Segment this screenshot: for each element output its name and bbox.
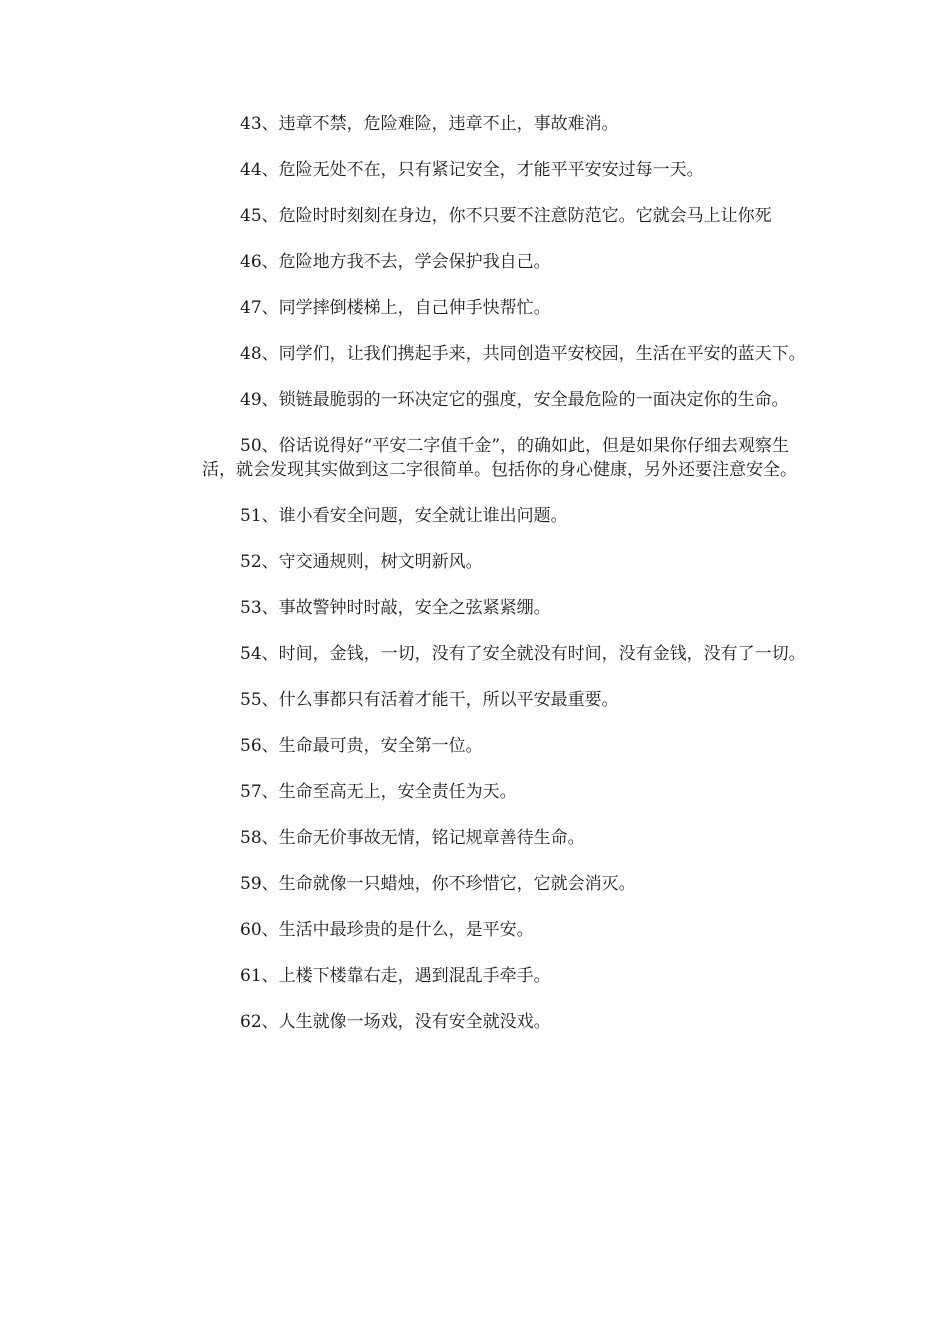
paragraph-45: 45、危险时时刻刻在身边，你不只要不注意防范它。它就会马上让你死 [240, 206, 772, 226]
paragraph-50: 50、俗话说得好“平安二字值千金”，的确如此，但是如果你仔细去观察生活，就会发现其实做到这二字很简单。包括你的身心健康，另外还要注意安全。 [202, 436, 797, 480]
paragraph-49: 49、锁链最脆弱的一环决定它的强度，安全最危险的一面决定你的生命。 [240, 390, 789, 410]
paragraph-48: 48、同学们，让我们携起手来，共同创造平安校园，生活在平安的蓝天下。 [240, 344, 806, 364]
paragraph-44: 44、危险无处不在，只有紧记安全，才能平平安安过每一天。 [240, 160, 704, 180]
paragraph-59: 59、生命就像一只蜡烛，你不珍惜它，它就会消灭。 [240, 874, 636, 894]
paragraph-46: 46、危险地方我不去，学会保护我自己。 [240, 252, 551, 272]
paragraph-54: 54、时间，金钱，一切，没有了安全就没有时间，没有金钱，没有了一切。 [240, 644, 806, 664]
paragraph-62: 62、人生就像一场戏，没有安全就没戏。 [240, 1012, 551, 1032]
document-body [202, 112, 812, 1056]
paragraph-61: 61、上楼下楼靠右走，遇到混乱手牵手。 [240, 966, 551, 986]
paragraph-52: 52、守交通规则，树文明新风。 [240, 552, 483, 572]
paragraph-51: 51、谁小看安全问题，安全就让谁出问题。 [240, 506, 568, 526]
paragraph-60: 60、生活中最珍贵的是什么，是平安。 [240, 920, 534, 940]
paragraph-57: 57、生命至高无上，安全责任为天。 [240, 782, 517, 802]
paragraph-58: 58、生命无价事故无情，铭记规章善待生命。 [240, 828, 585, 848]
paragraph-47: 47、同学摔倒楼梯上，自己伸手快帮忙。 [240, 298, 551, 318]
paragraph-55: 55、什么事都只有活着才能干，所以平安最重要。 [240, 690, 619, 710]
paragraph-53: 53、事故警钟时时敲，安全之弦紧紧绷。 [240, 598, 551, 618]
paragraph-56: 56、生命最可贵，安全第一位。 [240, 736, 483, 756]
paragraph-43: 43、违章不禁，危险难险，违章不止，事故难消。 [240, 114, 619, 134]
